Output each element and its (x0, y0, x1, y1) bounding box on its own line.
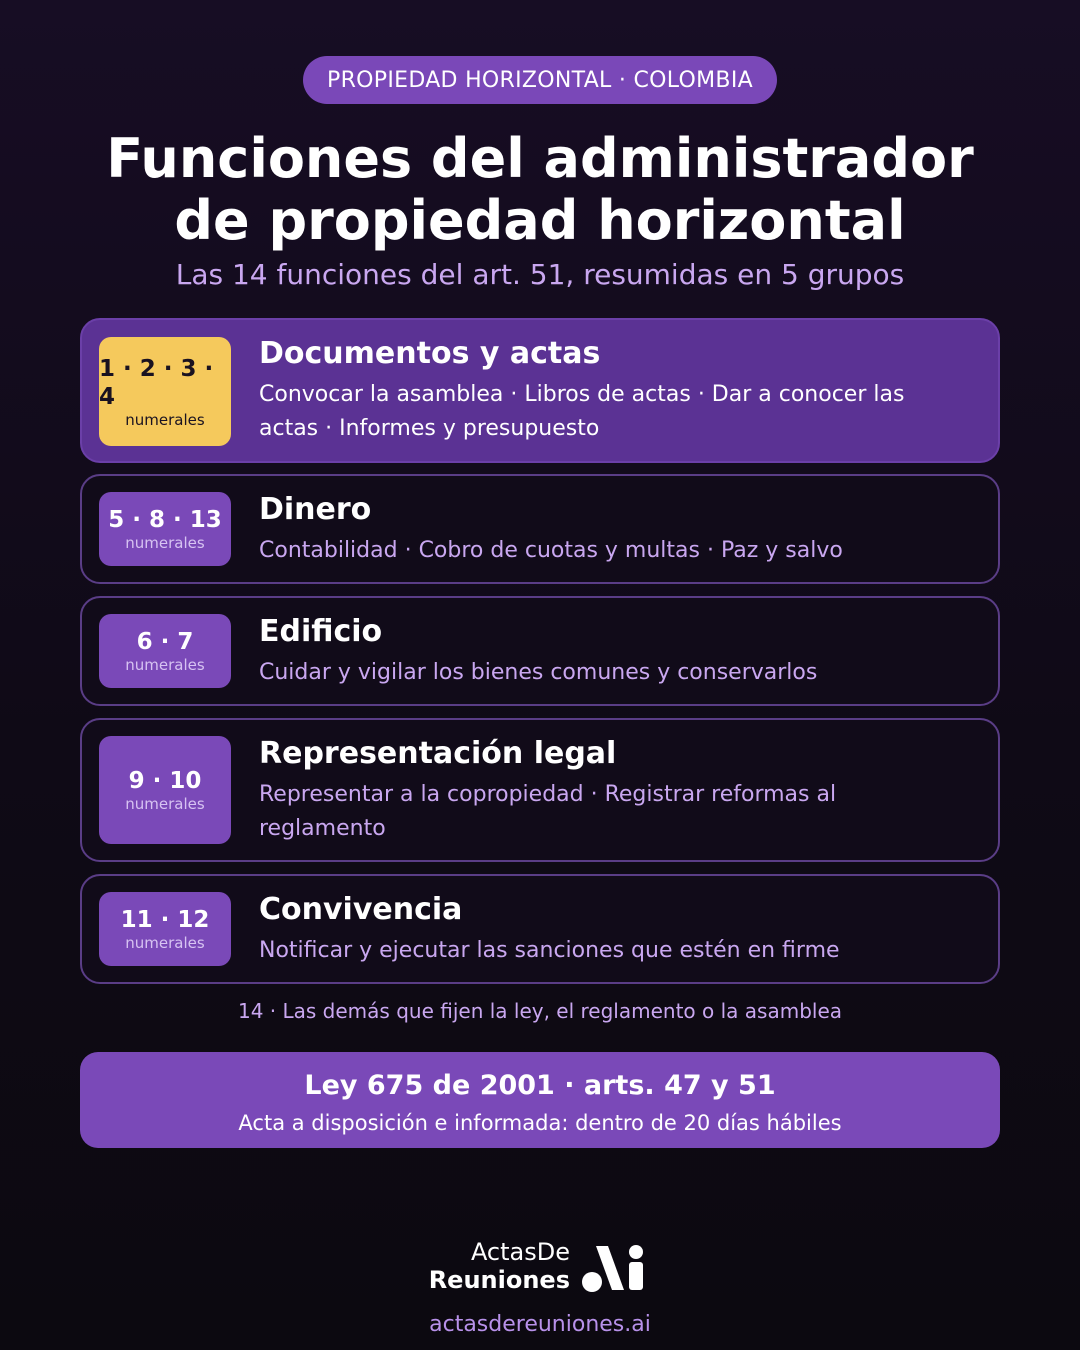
law-title: Ley 675 de 2001 · arts. 47 y 51 (304, 1070, 776, 1101)
numerals-badge (99, 892, 231, 966)
group-card-edificio (80, 596, 1000, 706)
numerals-label: numerales (125, 410, 205, 429)
group-card-representacion (80, 718, 1000, 862)
ai-logo-icon (580, 1242, 650, 1294)
numerals-badge (99, 736, 231, 844)
group-description: Contabilidad · Cobro de cuotas y multas · Paz y salvo (259, 538, 843, 563)
brand-name-line-2: Reuniones (428, 1266, 570, 1294)
group-card-dinero (80, 474, 1000, 584)
numerals-label: numerales (125, 795, 205, 813)
numerals-value: 6 · 7 (136, 629, 194, 655)
group-description: Cuidar y vigilar los bienes comunes y conservarlos (259, 660, 818, 685)
law-subtitle: Acta a disposición e informada: dentro de 20 días hábiles (238, 1111, 842, 1135)
numerals-label: numerales (125, 934, 205, 952)
numerals-value: 1 · 2 · 3 · 4 (99, 355, 214, 410)
category-pill: PROPIEDAD HORIZONTAL · COLOMBIA (303, 56, 777, 104)
group-title: Documentos y actas (259, 336, 601, 371)
group-description: Convocar la asamblea · Libros de actas · Dar a conocer las actas · Informes y presupuesto (259, 382, 905, 441)
page-subtitle: Las 14 funciones del art. 51, resumidas en 5 grupos (175, 258, 905, 291)
group-description: Notificar y ejecutar las sanciones que estén en firme (259, 938, 840, 963)
numerals-label: numerales (125, 534, 205, 552)
brand-logo (430, 1238, 650, 1296)
group-title: Dinero (259, 492, 372, 527)
numerals-value: 11 · 12 (120, 907, 210, 933)
group-description: Representar a la copropiedad · Registrar reformas al reglamento (259, 782, 837, 841)
group-title: Convivencia (259, 892, 463, 927)
brand-name-line-1: ActasDe (470, 1238, 570, 1266)
group-card-documentos (80, 318, 1000, 463)
footnote: 14 · Las demás que fijen la ley, el reglamento o la asamblea (237, 999, 843, 1023)
group-card-convivencia (80, 874, 1000, 984)
group-title: Edificio (259, 614, 383, 649)
numerals-badge (99, 614, 231, 688)
group-title: Representación legal (259, 736, 617, 771)
numerals-label: numerales (125, 656, 205, 674)
numerals-badge (99, 492, 231, 566)
law-banner (80, 1052, 1000, 1148)
numerals-value: 5 · 8 · 13 (108, 507, 222, 533)
numerals-value: 9 · 10 (128, 768, 202, 794)
numerals-badge (99, 337, 231, 446)
page-title-line-1: Funciones del administrador (106, 127, 974, 190)
brand-url[interactable]: actasdereuniones.ai (429, 1312, 651, 1337)
page-title-line-2: de propiedad horizontal (174, 189, 906, 252)
